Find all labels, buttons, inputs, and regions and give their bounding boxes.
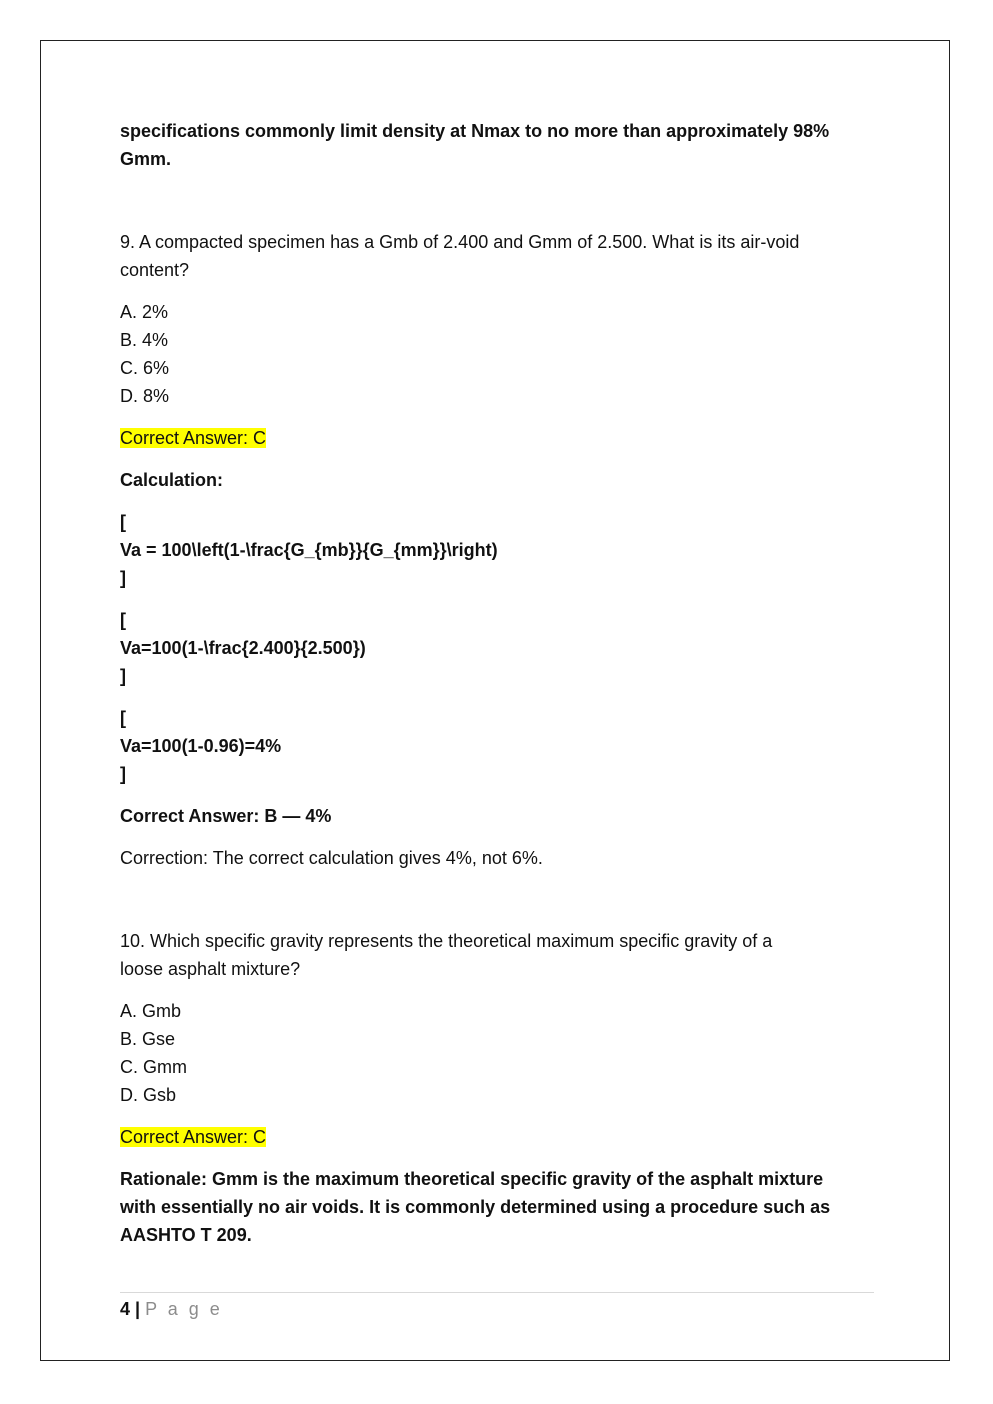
question-10 — [120, 927, 880, 983]
bracket-open: [ — [120, 708, 126, 728]
equation-text: Va=100(1-\frac{2.400}{2.500}) — [120, 638, 366, 658]
bracket-close: ] — [120, 666, 126, 686]
bracket-close: ] — [120, 568, 126, 588]
corrected-answer: Correct Answer: B — 4% — [120, 806, 332, 826]
equation-block — [120, 606, 880, 690]
correction-note: Correction: The correct calculation gives 4%, not 6%. — [120, 848, 543, 868]
equation-block — [120, 508, 880, 592]
page-footer — [120, 1292, 874, 1321]
intro-paragraph — [120, 117, 880, 173]
options-list — [120, 298, 880, 410]
question-text: 9. A compacted specimen has a Gmb of 2.400 and Gmm of 2.500. What is its air-void — [120, 232, 800, 252]
page-label: P a g e — [145, 1299, 223, 1319]
bracket-open: [ — [120, 610, 126, 630]
page-number: 4 — [120, 1299, 131, 1319]
option-b: B. Gse — [120, 1029, 176, 1049]
option-c: C. 6% — [120, 358, 170, 378]
answer-paragraph — [120, 424, 880, 452]
option-d: D. 8% — [120, 386, 170, 406]
correct-answer-highlight: Correct Answer: C — [120, 1127, 267, 1147]
rationale-paragraph — [120, 1165, 880, 1249]
rationale-line: AASHTO T 209. — [120, 1225, 252, 1245]
answer-paragraph — [120, 1123, 880, 1151]
intro-line: Gmm. — [120, 149, 172, 169]
equation-block — [120, 704, 880, 788]
correct-answer-highlight: Correct Answer: C — [120, 428, 267, 448]
footer-separator: | — [135, 1299, 141, 1319]
question-9 — [120, 228, 880, 284]
equation-text: Va=100(1-0.96)=4% — [120, 736, 282, 756]
bracket-open: [ — [120, 512, 126, 532]
question-text: 10. Which specific gravity represents the theoretical maximum specific gravity of a — [120, 931, 773, 951]
equation-text: Va = 100\left(1-\frac{G_{mb}}{G_{mm}}\right) — [120, 540, 498, 560]
calculation-label: Calculation: — [120, 470, 224, 490]
option-a: A. Gmb — [120, 1001, 182, 1021]
bracket-close: ] — [120, 764, 126, 784]
document-body — [120, 117, 880, 1249]
option-a: A. 2% — [120, 302, 169, 322]
option-c: C. Gmm — [120, 1057, 187, 1077]
intro-line: specifications commonly limit density at Nmax to no more than approximately 98% — [120, 121, 830, 141]
question-text: loose asphalt mixture? — [120, 959, 301, 979]
question-text: content? — [120, 260, 190, 280]
options-list — [120, 997, 880, 1109]
rationale-line: Rationale: Gmm is the maximum theoretical specific gravity of the asphalt mixture — [120, 1169, 824, 1189]
option-d: D. Gsb — [120, 1085, 177, 1105]
option-b: B. 4% — [120, 330, 169, 350]
rationale-line: with essentially no air voids. It is commonly determined using a procedure such as — [120, 1197, 831, 1217]
